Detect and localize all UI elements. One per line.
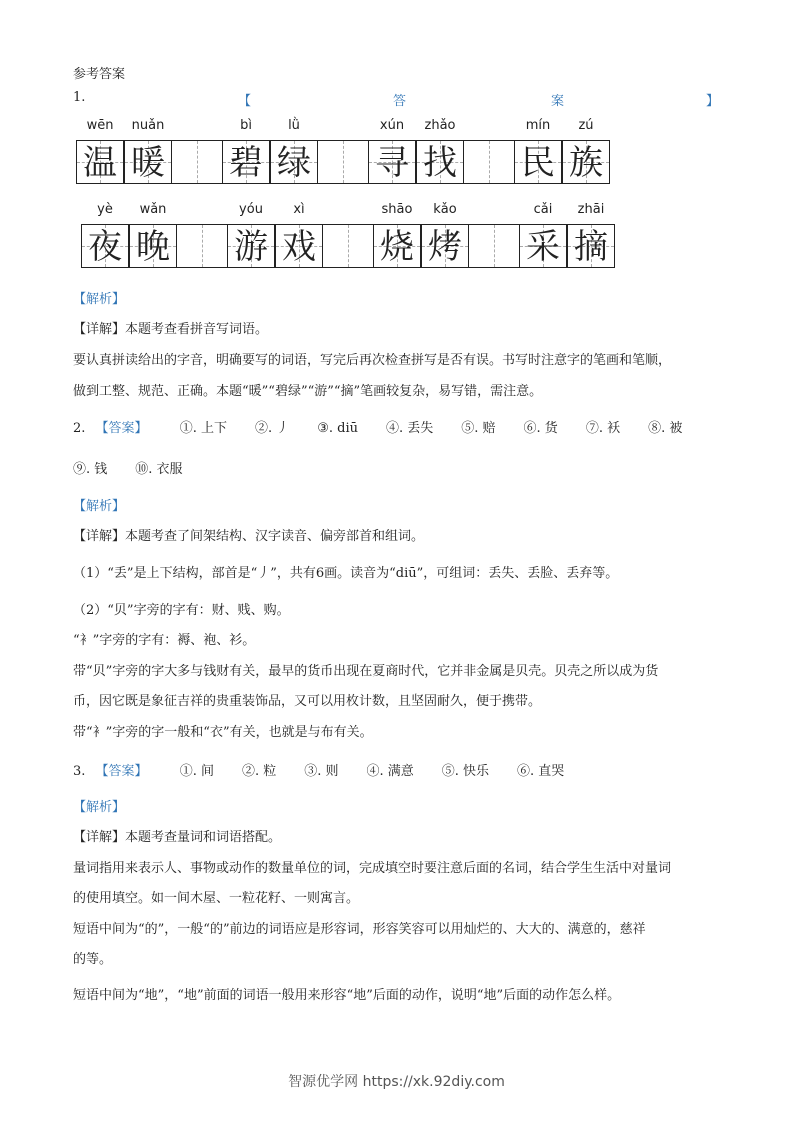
answer-option: ⑩. 衣服 — [135, 462, 183, 477]
answer-option: ⑥. 货 — [523, 421, 558, 436]
q2-answer-line-1 — [73, 417, 682, 436]
answer-option: ⑤. 快乐 — [441, 764, 490, 779]
pinyin-label: xún — [379, 118, 405, 133]
answer-option: ①. 上下 — [179, 421, 227, 436]
character: 戏 — [282, 227, 316, 267]
answer-option: ③. 则 — [304, 764, 339, 779]
answer-option: ④. 丢失 — [386, 421, 434, 436]
spacer-box — [318, 140, 368, 184]
q1-analysis-label: 【解析】 — [73, 292, 126, 307]
character: 找 — [423, 143, 457, 183]
character-box — [222, 140, 270, 184]
pinyin-label: shāo — [381, 202, 413, 217]
answer-option: ②. 粒 — [241, 764, 277, 779]
pinyin-label: lǜ — [288, 118, 300, 133]
q3-analysis-label: 【解析】 — [73, 800, 126, 815]
answer-option: ⑨. 钱 — [73, 462, 108, 477]
character: 绿 — [277, 143, 311, 183]
q2-options-1 — [152, 421, 683, 436]
spacer-box — [469, 224, 519, 268]
character: 摘 — [574, 227, 608, 267]
character: 采 — [526, 227, 560, 267]
q3-line-4: 的等。 — [73, 952, 113, 967]
character: 游 — [234, 227, 268, 267]
header-da: 答 — [393, 94, 407, 109]
q2-detail: 【详解】本题考查了间架结构、汉字读音、偏旁部首和组词。 — [73, 529, 425, 544]
character: 碧 — [229, 143, 263, 183]
q1-para-2: 做到工整、规范、正确。本题“暖”“碧绿”“游”“摘”笔画较复杂，易写错，需注意。 — [73, 384, 543, 399]
pinyin-label: kǎo — [433, 202, 457, 217]
q2-line-5: 币，因它既是象征吉祥的贵重装饰品，又可以用枚计数，且坚固耐久，便于携带。 — [73, 694, 542, 709]
header-bracket-right: 】 — [706, 94, 720, 109]
q3-line-1: 量词指用来表示人、事物或动作的数量单位的词，完成填空时要注意后面的名词，结合学生生活中对量词 — [73, 861, 672, 876]
q2-line-6: 带“衤”字旁的字一般和“衣”有关，也就是与布有关。 — [73, 725, 373, 740]
character: 族 — [569, 143, 603, 183]
q2-answer-label: 【答案】 — [95, 421, 148, 436]
answer-option: ②. 丿 — [254, 421, 290, 436]
spacer-box — [464, 140, 514, 184]
character-box — [567, 224, 615, 268]
q2-line-3: “衤”字旁的字有：褥、袍、衫。 — [73, 633, 256, 648]
answer-option: ①. 间 — [179, 764, 214, 779]
spacer-box — [172, 140, 222, 184]
character: 温 — [83, 143, 117, 183]
character-box — [514, 140, 562, 184]
pinyin-label: wēn — [86, 118, 114, 133]
character-box — [416, 140, 464, 184]
pinyin-label: xì — [293, 202, 305, 217]
character-box — [124, 140, 172, 184]
pinyin-label: mín — [525, 118, 551, 133]
character: 烧 — [380, 227, 414, 267]
answer-option: ③. diū — [317, 421, 359, 436]
pinyin-label: wǎn — [139, 202, 167, 217]
q2-answer-line-2 — [73, 458, 183, 477]
answer-option: ⑦. 袄 — [585, 421, 621, 436]
character-box — [373, 224, 421, 268]
q2-line-4: 带“贝”字旁的字大多与钱财有关，最早的货币出现在夏商时代，它并非金属是贝壳。贝壳之所以成为货 — [73, 664, 659, 679]
character-box — [519, 224, 567, 268]
q3-answer-line — [73, 760, 564, 779]
character-box — [129, 224, 177, 268]
character-box — [81, 224, 129, 268]
character-box — [270, 140, 318, 184]
character-box — [76, 140, 124, 184]
q3-line-5: 短语中间为“地”，“地”前面的词语一般用来形容“地”后面的动作，说明“地”后面的动作怎么样。 — [73, 988, 621, 1003]
character-box — [368, 140, 416, 184]
spacer-box — [177, 224, 227, 268]
answer-option: ④. 满意 — [366, 764, 414, 779]
page-title: 参考答案 — [73, 67, 126, 82]
character: 夜 — [88, 227, 122, 267]
pinyin-label: cǎi — [533, 202, 553, 217]
q2-line-1: （1）“丢”是上下结构，部首是“丿”，共有6画。读音为“diū”，可组词：丢失、丢脸、丢弃等。 — [73, 566, 619, 581]
answer-option: ⑧. 被 — [648, 421, 683, 436]
footer-watermark: 智源优学网 https://xk.92diy.com — [288, 1074, 505, 1090]
q3-line-3: 短语中间为“的”，一般“的”前边的词语应是形容词，形容笑容可以用灿烂的、大大的、满意的，慈祥 — [73, 922, 646, 937]
q2-options-2 — [73, 462, 183, 477]
pinyin-label: nuǎn — [131, 118, 165, 133]
character-box — [275, 224, 323, 268]
character-box — [227, 224, 275, 268]
pinyin-label: zhǎo — [424, 118, 456, 133]
q2-number: 2. — [73, 421, 86, 436]
q1-detail: 【详解】本题考查看拼音写词语。 — [73, 322, 269, 337]
header-an: 案 — [551, 94, 565, 109]
q1-para-1: 要认真拼读给出的字音，明确要写的词语，写完后再次检查拼写是否有误。书写时注意字的笔画和笔顺， — [73, 353, 672, 368]
q2-analysis-label: 【解析】 — [73, 499, 126, 514]
answer-option: ⑥. 直哭 — [517, 764, 565, 779]
spacer-box — [323, 224, 373, 268]
character: 烤 — [428, 227, 462, 267]
q3-detail: 【详解】本题考查量词和词语搭配。 — [73, 830, 282, 845]
q3-options — [152, 764, 565, 779]
character: 寻 — [375, 143, 409, 183]
character-box — [421, 224, 469, 268]
character: 暖 — [131, 143, 165, 183]
pinyin-label: zú — [578, 118, 594, 133]
character-box — [562, 140, 610, 184]
answer-option: ⑤. 赔 — [461, 421, 496, 436]
q2-line-2: （2）“贝”字旁的字有：财、贱、购。 — [73, 603, 290, 618]
bracket-left: 【 — [238, 94, 252, 109]
pinyin-label: yè — [97, 202, 113, 217]
q3-answer-label: 【答案】 — [95, 764, 148, 779]
q1-number: 1. — [73, 90, 86, 105]
pinyin-label: yóu — [239, 202, 263, 217]
q3-line-2: 的使用填空。如一间木屋、一粒花籽、一则寓言。 — [73, 891, 360, 906]
q3-number: 3. — [73, 764, 86, 779]
character: 民 — [521, 143, 555, 183]
character: 晚 — [136, 227, 170, 267]
pinyin-label: bì — [240, 118, 252, 133]
pinyin-label: zhāi — [577, 202, 605, 217]
